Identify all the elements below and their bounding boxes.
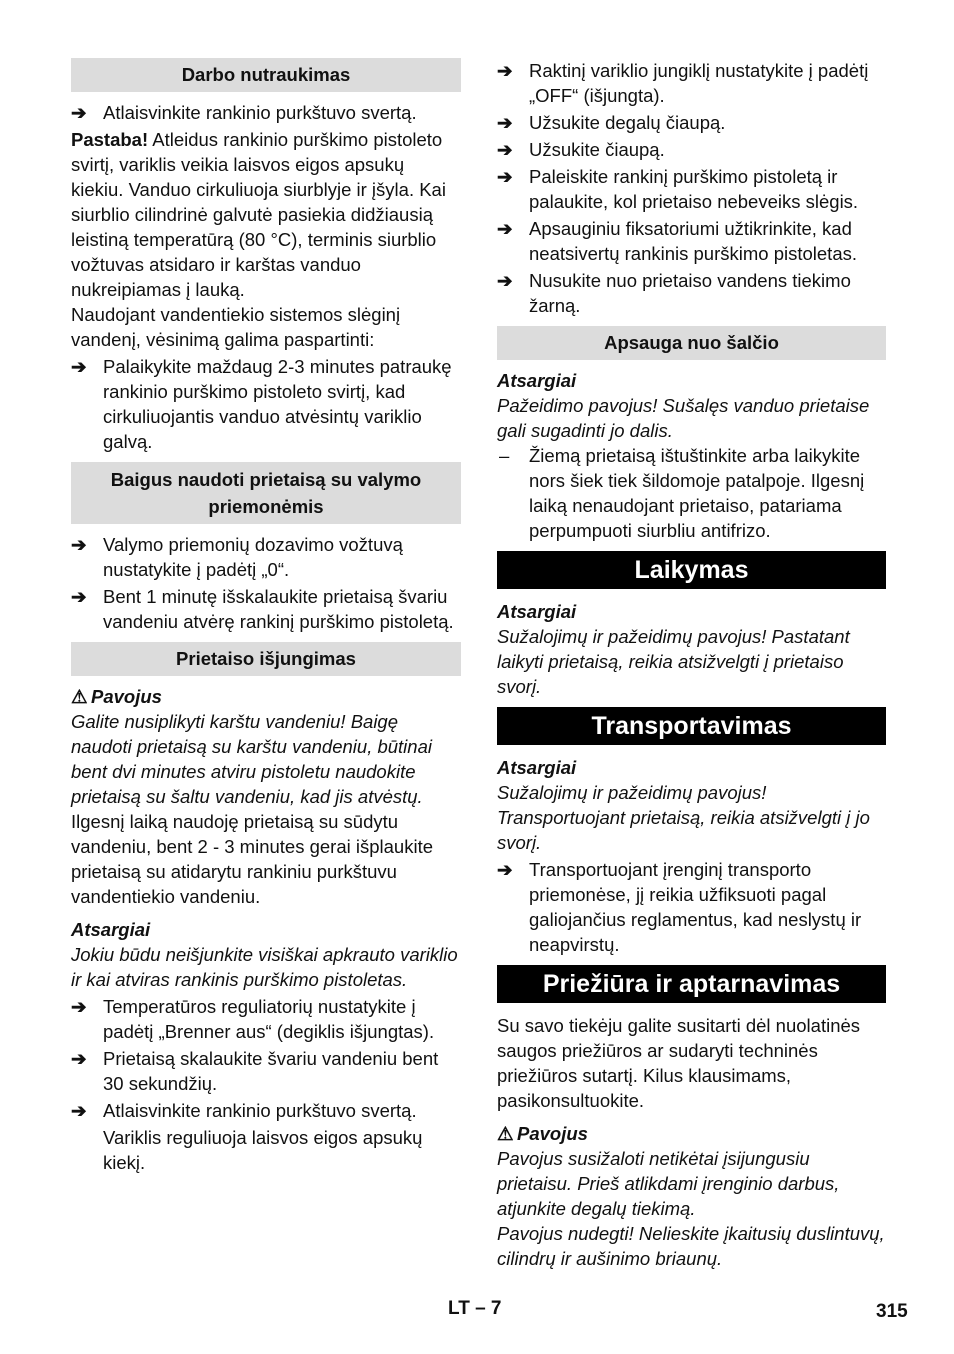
- warning-triangle-icon: ⚠: [71, 686, 88, 707]
- caution-text: Jokiu būdu neišjunkite visiškai apkrauto variklio ir kai atviras rankinis purškimo pistoletas.: [71, 944, 458, 990]
- section-title-work-interruption: Darbo nutraukimas: [71, 58, 461, 92]
- list-item: ➔ Užsukite čiaupą.: [497, 139, 665, 160]
- list-item-continuation: Variklis reguliuoja laisvos eigos apsukų kiekį.: [103, 1127, 423, 1173]
- danger-label: ⚠ Pavojus: [71, 686, 162, 707]
- paragraph: Ilgesnį laiką naudoję prietaisą su sūdytu vandeniu, bent 2 - 3 minutes gerai išplaukite prietaisą su atidarytu rankiniu purkštuvu vandentiekio vandeniu.: [71, 811, 433, 907]
- list-item: ➔ Nusukite nuo prietaiso vandens tiekimo žarną.: [497, 270, 851, 316]
- danger-text: Galite nusiplikyti karštu vandeniu! Baigę naudoti prietaisą su karštu vandeniu, būtinai bent dvi minutes atviru pistoletu naudokite prietaisą su šaltu vandeniu, kad jis atvėstų.: [71, 711, 432, 807]
- list-item: ➔ Atlaisvinkite rankinio purkštuvo svertą.: [71, 102, 417, 123]
- footer-language-page: LT – 7: [448, 1298, 502, 1319]
- list-item: ➔ Apsauginiu fiksatoriumi užtikrinkite, kad neatsivertų rankinis purškimo pistoletas.: [497, 218, 858, 264]
- danger-text: Pavojus nudegti! Nelieskite įkaitusių duslintuvų, cilindrų ir aušinimo briaunų.: [497, 1223, 885, 1269]
- danger-text: Pavojus susižaloti netikėtai įsijungusiu prietaisu. Prieš atlikdami įrenginio darbus, atjunkite degalų tiekimą.: [497, 1148, 840, 1219]
- danger-label: ⚠ Pavojus: [497, 1123, 588, 1144]
- list-item: ➔ Bent 1 minutę išskalaukite prietaisą švariu vandeniu atvėrę rankinį purškimo pistoletą.: [71, 586, 454, 632]
- list-item: ➔ Valymo priemonių dozavimo vožtuvą nustatykite į padėtį „0“.: [71, 534, 403, 580]
- note-label: Pastaba!: [71, 129, 149, 150]
- list-item: ➔ Temperatūros reguliatorių nustatykite į padėtį „Brenner aus“ (degiklis išjungtas).: [71, 996, 435, 1042]
- caution-text: Pažeidimo pavojus! Sušalęs vanduo prietaise gali sugadinti jo dalis.: [497, 395, 870, 441]
- list-item: ➔ Paleiskite rankinį purškimo pistoletą ir palaukite, kol prietaiso nebeveiks slėgis.: [497, 166, 859, 212]
- caution-text: Sužalojimų ir pažeidimų pavojus! Pastatant laikyti prietaisą, reikia atsižvelgti į prietaiso svorį.: [497, 626, 850, 697]
- arrow-right-icon: ➔: [497, 60, 513, 81]
- arrow-right-icon: ➔: [71, 534, 87, 555]
- arrow-right-icon: ➔: [497, 859, 513, 880]
- caution-label: Atsargiai: [497, 370, 577, 391]
- footer-page-number: 315: [876, 1301, 908, 1322]
- arrow-right-icon: ➔: [497, 112, 513, 133]
- arrow-right-icon: ➔: [497, 218, 513, 239]
- chapter-title-storage: Laikymas: [497, 551, 886, 589]
- arrow-right-icon: ➔: [71, 1048, 87, 1069]
- section-title-shutdown: Prietaiso išjungimas: [71, 642, 461, 676]
- arrow-right-icon: ➔: [71, 996, 87, 1017]
- chapter-title-transport: Transportavimas: [497, 707, 886, 745]
- list-item: ➔ Prietaisą skalaukite švariu vandeniu bent 30 sekundžių.: [71, 1048, 439, 1094]
- list-item: ➔ Raktinį variklio jungiklį nustatykite į padėtį „OFF“ (išjungta).: [497, 60, 869, 106]
- list-item: ➔ Užsukite degalų čiaupą.: [497, 112, 726, 133]
- list-item: ➔ Atlaisvinkite rankinio purkštuvo svertą.: [71, 1100, 417, 1121]
- warning-triangle-icon: ⚠: [497, 1123, 514, 1144]
- left-column: [71, 58, 461, 1175]
- arrow-right-icon: ➔: [497, 166, 513, 187]
- note-paragraph: Pastaba! Atleidus rankinio purškimo pistoleto svirtį, variklis veikia laisvos eigos apsukų kiekiu. Vanduo cirkuliuoja siurblyje ir įšyla. Kai siurblio cilindrinė galvutė pasiekia didžiausią leistiną temperatūrą (80 °C), terminis siurblio vožtuvas atsidaro ir karštas vanduo nukreipiamas į lauką.: [71, 129, 446, 300]
- arrow-right-icon: ➔: [71, 102, 87, 123]
- chapter-title-maintenance: Priežiūra ir aptarnavimas: [497, 965, 886, 1003]
- section-title-frost-protection: Apsauga nuo šalčio: [497, 326, 886, 360]
- arrow-right-icon: ➔: [71, 586, 87, 607]
- caution-label: Atsargiai: [497, 601, 577, 622]
- paragraph: Su savo tiekėju galite susitarti dėl nuolatinės saugos priežiūros ar sudaryti techninės priežiūros sutartį. Kilus klausimams, pasikonsultuokite.: [497, 1015, 861, 1111]
- section-title-cleaning-agents: Baigus naudoti prietaisą su valymo priemonėmis: [71, 462, 461, 524]
- arrow-right-icon: ➔: [497, 270, 513, 291]
- list-item: ➔ Palaikykite maždaug 2-3 minutes patraukę rankinio purškimo pistoleto svirtį, kad cirkuliuojantis vanduo atvėsintų variklio galvą.: [71, 356, 452, 452]
- list-item: ➔ Transportuojant įrenginį transporto priemonėse, jį reikia užfiksuoti pagal galiojančius reglamentus, kad neslystų ir neapvirstų.: [497, 859, 862, 955]
- arrow-right-icon: ➔: [71, 1100, 87, 1121]
- paragraph: Naudojant vandentiekio sistemos slėginį vandenį, vėsinimą galima paspartinti:: [71, 304, 401, 350]
- arrow-right-icon: ➔: [497, 139, 513, 160]
- right-column: [497, 58, 886, 1271]
- list-item: – Žiemą prietaisą ištuštinkite arba laikykite nors šiek tiek šildomoje patalpoje. Ilgesnį laiką nenaudojant prietaiso, patariama perpumpuoti siurbliu antifrizo.: [499, 445, 865, 541]
- caution-label: Atsargiai: [71, 919, 151, 940]
- caution-text: Sužalojimų ir pažeidimų pavojus! Transportuojant prietaisą, reikia atsižvelgti į jo svorį.: [497, 782, 870, 853]
- caution-label: Atsargiai: [497, 757, 577, 778]
- arrow-right-icon: ➔: [71, 356, 87, 377]
